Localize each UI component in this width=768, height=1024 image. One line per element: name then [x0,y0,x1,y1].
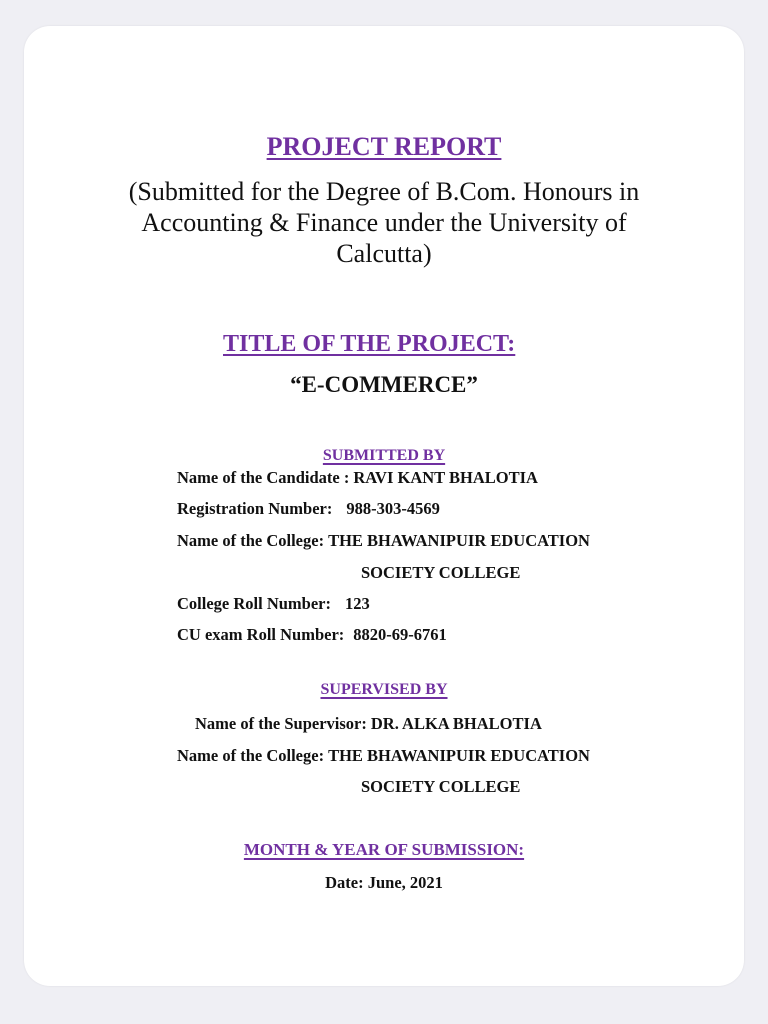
college-label: Name of the College: [177,531,325,550]
college-value: THE BHAWANIPUIR EDUCATION [328,531,590,550]
cu-roll-label: CU exam Roll Number: [177,625,345,644]
report-subtitle-line-1: (Submitted for the Degree of B.Com. Honours in [128,177,640,206]
registration-row [177,499,440,519]
supervisor-college-value-continued: SOCIETY COLLEGE [361,777,521,796]
submitted-by-heading: SUBMITTED BY [322,447,446,464]
submission-heading: MONTH & YEAR OF SUBMISSION: [243,840,525,859]
college-value-continued: SOCIETY COLLEGE [361,563,521,582]
candidate-value: RAVI KANT BHALOTIA [353,468,538,487]
supervisor-value: DR. ALKA BHALOTIA [370,714,542,733]
supervised-by-heading: SUPERVISED BY [320,681,448,698]
report-subtitle-line-3: Calcutta) [336,239,432,268]
registration-value: 988-303-4569 [346,499,440,518]
supervisor-college-row [177,746,590,766]
project-title: “E-COMMERCE” [290,372,478,397]
college-roll-label: College Roll Number: [177,594,331,613]
supervisor-row [195,714,542,734]
submission-date: Date: June, 2021 [325,873,443,892]
title-heading: TITLE OF THE PROJECT: [223,331,516,357]
supervisor-label: Name of the Supervisor: [195,714,367,733]
college-roll-row [177,594,370,614]
report-subtitle-line-2: Accounting & Finance under the University of [141,208,627,237]
candidate-row [177,468,538,488]
registration-label: Registration Number: [177,499,333,518]
supervisor-college-label: Name of the College: [177,746,325,765]
college-roll-value: 123 [344,594,370,613]
document-page [24,26,744,986]
supervisor-college-value: THE BHAWANIPUIR EDUCATION [328,746,590,765]
report-heading: PROJECT REPORT [266,132,502,161]
cu-roll-value: 8820-69-6761 [353,625,447,644]
candidate-label: Name of the Candidate : [177,468,350,487]
cu-roll-row [177,625,447,645]
college-row [177,531,590,551]
